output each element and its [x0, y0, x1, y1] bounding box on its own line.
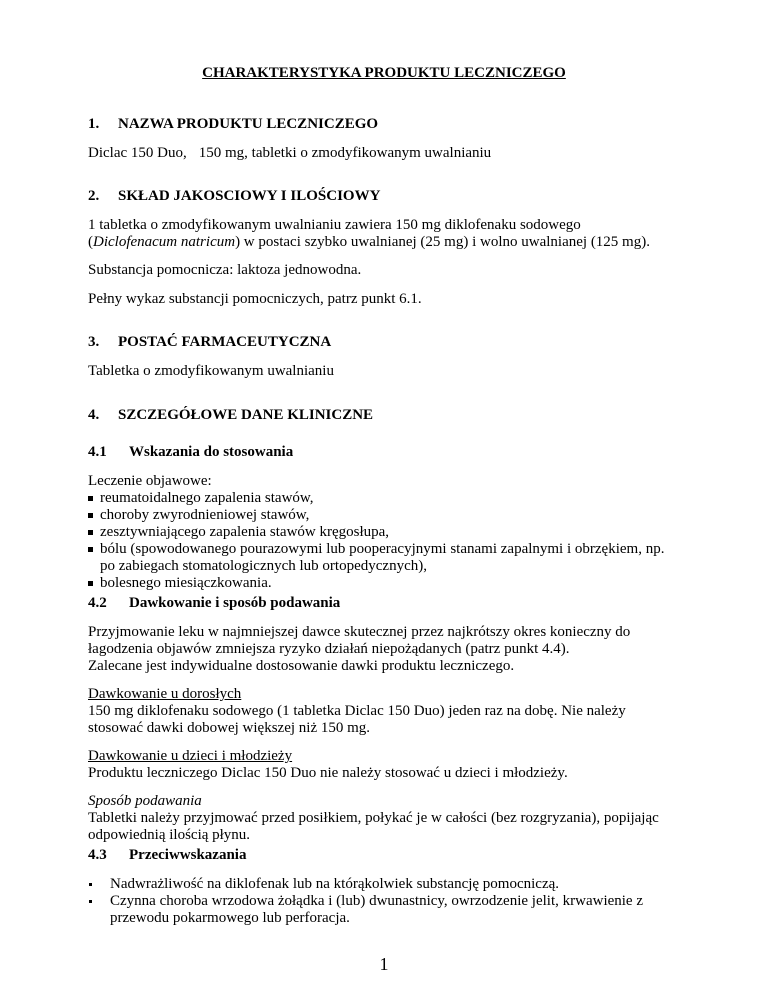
- contraindications-list: [88, 876, 688, 927]
- section-4-1-heading: 4.1 Wskazania do stosowania: [88, 444, 294, 460]
- page-number: 1: [379, 954, 389, 974]
- dosage-paragraph: [88, 624, 683, 675]
- list-item: choroby zwyrodnieniowej stawów,: [88, 507, 668, 524]
- section-3-heading: 3. POSTAĆ FARMACEUTYCZNA: [88, 334, 332, 350]
- composition-paragraph: 1 tabletka o zmodyfikowanym uwalnianiu zawiera 150 mg diklofenaku sodowego (Diclofenacum natricum) w postaci szybko uwalnianej (25 mg) i wolno uwalnianej (125 mg).: [88, 217, 650, 250]
- administration-heading: Sposób podawania: [88, 793, 202, 809]
- children-dosage-block: [88, 748, 683, 782]
- adults-dosage-heading: Dawkowanie u dorosłych: [88, 686, 242, 702]
- excipient-list-reference: Pełny wykaz substancji pomocniczych, patrz punkt 6.1.: [88, 291, 422, 307]
- dosage-general-text: Przyjmowanie leku w najmniejszej dawce skutecznej przez najkrótszy okres konieczny do łagodzenia objawów zmniejsza ryzyko działań niepożądanych (patrz punkt 4.4).: [88, 624, 631, 657]
- administration-block: [88, 793, 668, 844]
- list-item: Nadwrażliwość na diklofenak lub na którąkolwiek substancję pomocniczą.: [88, 876, 688, 893]
- indications-block: [88, 473, 668, 592]
- section-2-heading: 2. SKŁAD JAKOSCIOWY I ILOŚCIOWY: [88, 188, 381, 204]
- dosage-individual-text: Zalecane jest indywidualne dostosowanie dawki produktu leczniczego.: [88, 658, 515, 674]
- document-title: CHARAKTERYSTYKA PRODUKTU LECZNICZEGO: [202, 65, 566, 81]
- children-dosage-text: Produktu leczniczego Diclac 150 Duo nie należy stosować u dzieci i młodzieży.: [88, 765, 568, 781]
- section-4-heading: 4. SZCZEGÓŁOWE DANE KLINICZNE: [88, 407, 374, 423]
- children-dosage-heading: Dawkowanie u dzieci i młodzieży: [88, 748, 293, 764]
- pharmaceutical-form-text: Tabletka o zmodyfikowanym uwalnianiu: [88, 363, 334, 379]
- list-item: zesztywniającego zapalenia stawów kręgosłupa,: [88, 524, 668, 541]
- list-item: reumatoidalnego zapalenia stawów,: [88, 490, 668, 507]
- list-item: bolesnego miesiączkowania.: [88, 575, 668, 592]
- product-name-line: Diclac 150 Duo, 150 mg, tabletki o zmodyfikowanym uwalnianiu: [88, 145, 492, 161]
- administration-text: Tabletki należy przyjmować przed posiłkiem, połykać je w całości (bez rozgryzania), popijając odpowiednią ilością płynu.: [88, 810, 659, 843]
- section-4-2-heading: 4.2 Dawkowanie i sposób podawania: [88, 595, 341, 611]
- excipient-paragraph: Substancja pomocnicza: laktoza jednowodna.: [88, 262, 362, 278]
- section-4-3-heading: 4.3 Przeciwwskazania: [88, 847, 247, 863]
- list-item: Czynna choroba wrzodowa żołądka i (lub) dwunastnicy, owrzodzenie jelit, krwawienie z przewodu pokarmowego lub perforacja.: [88, 893, 688, 927]
- list-item: bólu (spowodowanego pourazowymi lub pooperacyjnymi stanami zapalnymi i obrzękiem, np. po zabiegach stomatologicznych lub ortopedycznych),: [88, 541, 668, 575]
- contraindications-block: [88, 876, 688, 927]
- adults-dosage-block: [88, 686, 683, 737]
- indications-list: [88, 490, 668, 592]
- section-1-heading: 1. NAZWA PRODUKTU LECZNICZEGO: [88, 116, 379, 132]
- indications-intro: Leczenie objawowe:: [88, 473, 212, 489]
- adults-dosage-text: 150 mg diklofenaku sodowego (1 tabletka Diclac 150 Duo) jeden raz na dobę. Nie należy stosować dawki dobowej większej niż 150 mg.: [88, 703, 626, 736]
